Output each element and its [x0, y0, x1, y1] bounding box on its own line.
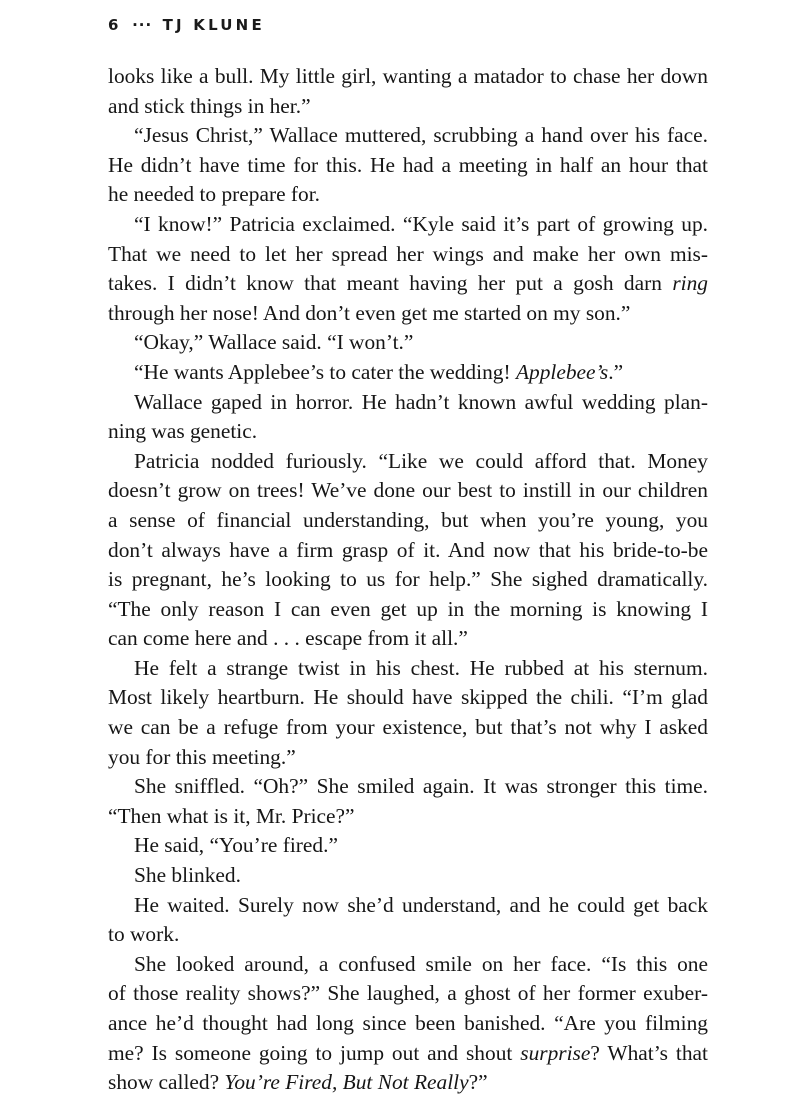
text-line	[108, 979, 708, 1009]
text-segment: of those reality shows?” She laughed, a ghost of her former exuber-	[108, 981, 708, 1006]
text-line	[108, 506, 708, 536]
text-line	[108, 1039, 708, 1069]
text-segment: Most likely heartburn. He should have skipped the chili. “I’m glad	[108, 685, 708, 710]
text-segment: you for this meeting.”	[108, 744, 296, 769]
italic-text: surprise	[520, 1040, 591, 1065]
text-line	[108, 683, 708, 713]
text-segment: can come here and . . . escape from it all.”	[108, 626, 468, 651]
author-name: TJ KLUNE	[162, 16, 265, 34]
text-segment: She looked around, a confused smile on her face. “Is this one	[134, 951, 708, 976]
text-segment: He felt a strange twist in his chest. He rubbed at his sternum.	[134, 655, 708, 680]
text-segment: to work.	[108, 922, 180, 947]
text-line	[108, 417, 708, 447]
body-text	[108, 62, 708, 1098]
italic-text: Applebee’s	[515, 359, 609, 384]
text-segment: we can be a refuge from your existence, but that’s not why I asked	[108, 715, 708, 740]
text-line	[108, 831, 708, 861]
text-segment: ning was genetic.	[108, 419, 258, 444]
text-line	[108, 802, 708, 832]
text-line	[108, 210, 708, 240]
text-line	[108, 595, 708, 625]
text-segment: don’t always have a firm grasp of it. And now that his bride-to-be	[108, 537, 708, 562]
text-line	[108, 861, 708, 891]
text-line	[108, 62, 708, 92]
text-segment: a sense of financial understanding, but when you’re young, you	[108, 507, 708, 532]
text-segment: She blinked.	[134, 863, 241, 888]
text-line	[108, 92, 708, 122]
text-line	[108, 772, 708, 802]
text-segment: That we need to let her spread her wings and make her own mis-	[108, 241, 708, 266]
text-segment: Patricia nodded furiously. “Like we could afford that. Money	[134, 448, 708, 473]
text-line	[108, 950, 708, 980]
text-line	[108, 388, 708, 418]
text-line	[108, 920, 708, 950]
text-line	[108, 299, 708, 329]
text-segment: “Jesus Christ,” Wallace muttered, scrubbing a hand over his face.	[134, 123, 708, 148]
text-line	[108, 1068, 708, 1098]
text-segment: looks like a bull. My little girl, wanting a matador to chase her down	[108, 64, 708, 88]
text-line	[108, 269, 708, 299]
text-segment: Wallace gaped in horror. He hadn’t known awful wedding plan-	[134, 389, 708, 414]
text-line	[108, 713, 708, 743]
text-segment: and stick things in her.”	[108, 93, 311, 118]
text-line	[108, 536, 708, 566]
text-segment: He didn’t have time for this. He had a meeting in half an hour that	[108, 152, 708, 177]
text-segment: “He wants Applebee’s to cater the wedding!	[134, 359, 516, 384]
text-line	[108, 121, 708, 151]
running-header	[108, 16, 265, 34]
text-segment: he needed to prepare for.	[108, 182, 321, 207]
text-segment: “I know!” Patricia exclaimed. “Kyle said it’s part of growing up.	[134, 211, 708, 236]
text-segment: “Then what is it, Mr. Price?”	[108, 803, 355, 828]
text-segment: .”	[608, 359, 624, 384]
text-segment: me? Is someone going to jump out and shout	[108, 1040, 521, 1065]
text-line	[108, 180, 708, 210]
text-segment: through her nose! And don’t even get me started on my son.”	[108, 300, 631, 325]
text-segment: He waited. Surely now she’d understand, and he could get back	[134, 892, 708, 917]
text-segment: “Okay,” Wallace said. “I won’t.”	[134, 330, 414, 355]
text-line	[108, 447, 708, 477]
text-line	[108, 891, 708, 921]
italic-text: ring	[672, 271, 708, 296]
text-line	[108, 565, 708, 595]
text-line	[108, 654, 708, 684]
italic-text: You’re Fired, But Not Really	[224, 1070, 469, 1095]
text-segment: show called?	[108, 1070, 225, 1095]
text-segment: ? What’s that	[590, 1040, 708, 1065]
text-line	[108, 624, 708, 654]
text-segment: ?”	[468, 1070, 488, 1095]
text-segment: “The only reason I can even get up in the morning is knowing I	[108, 596, 708, 621]
header-separator: ···	[132, 16, 153, 34]
text-line	[108, 476, 708, 506]
text-segment: ance he’d thought had long since been banished. “Are you filming	[108, 1011, 708, 1035]
text-segment: He said, “You’re fired.”	[134, 833, 338, 858]
text-segment: takes. I didn’t know that meant having her put a gosh darn	[108, 271, 673, 296]
text-line	[108, 743, 708, 773]
text-segment: is pregnant, he’s looking to us for help.” She sighed dramatically.	[108, 567, 708, 592]
text-line	[108, 240, 708, 270]
text-line	[108, 328, 708, 358]
page-number: 6	[108, 16, 122, 34]
text-line	[108, 1009, 708, 1039]
text-line	[108, 358, 708, 388]
text-segment: She sniffled. “Oh?” She smiled again. It was stronger this time.	[134, 774, 708, 799]
text-segment: doesn’t grow on trees! We’ve done our best to instill in our children	[108, 478, 708, 503]
text-line	[108, 151, 708, 181]
